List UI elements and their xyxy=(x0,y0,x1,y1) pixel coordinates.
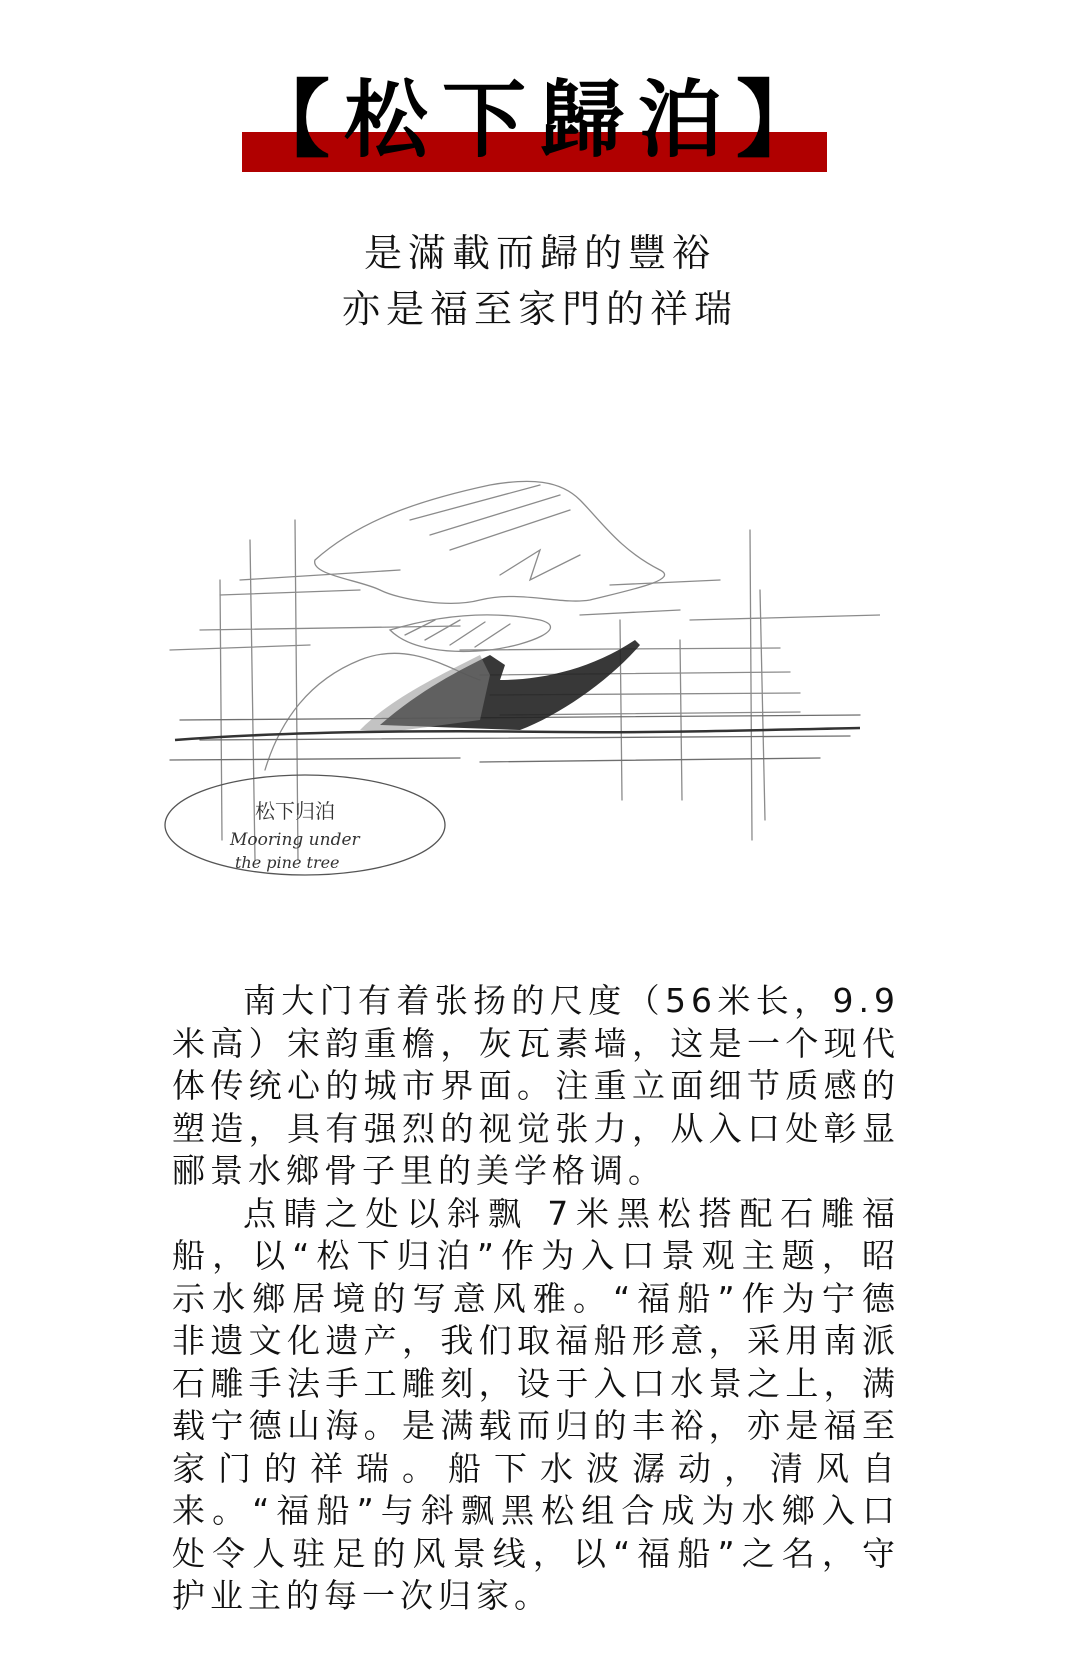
sketch-caption-cn: 松下归泊 xyxy=(255,799,335,823)
article-body xyxy=(172,980,900,1618)
pencil-sketch-illustration xyxy=(160,440,880,900)
article-paragraph-1: 南大门有着张扬的尺度（56米长，9.9米高）宋韵重檐，灰瓦素墙，这是一个现代体传统心的城市界面。注重立面细节质感的塑造，具有强烈的视觉张力，从入口处彰显郦景水鄉骨子里的美学格调。 xyxy=(172,981,900,1190)
page-title: 【松下歸泊】 xyxy=(245,70,834,169)
sketch-caption-en-2: the pine tree xyxy=(235,853,340,872)
subtitle-line-1: 是滿載而歸的豐裕 xyxy=(363,231,716,275)
sketch-caption-en-1: Mooring under xyxy=(230,830,360,850)
title-banner xyxy=(0,60,1080,180)
subtitle-line-2: 亦是福至家門的祥瑞 xyxy=(341,287,738,331)
article-paragraph-2: 点睛之处以斜飘 7米黑松搭配石雕福船，以“松下归泊”作为入口景观主题，昭示水鄉居境的写意风雅。“福船”作为宁德非遗文化遗产，我们取福船形意，采用南派石雕手法手工雕刻，设于入口水景之上，满载宁德山海。是满载而归的丰裕，亦是福至家门的祥瑞。船下水波潺动，清风自来。“福船”与斜飘黑松组合成为水鄉入口处令人驻足的风景线，以“福船”之名，守护业主的每一次归家。 xyxy=(172,1193,900,1615)
